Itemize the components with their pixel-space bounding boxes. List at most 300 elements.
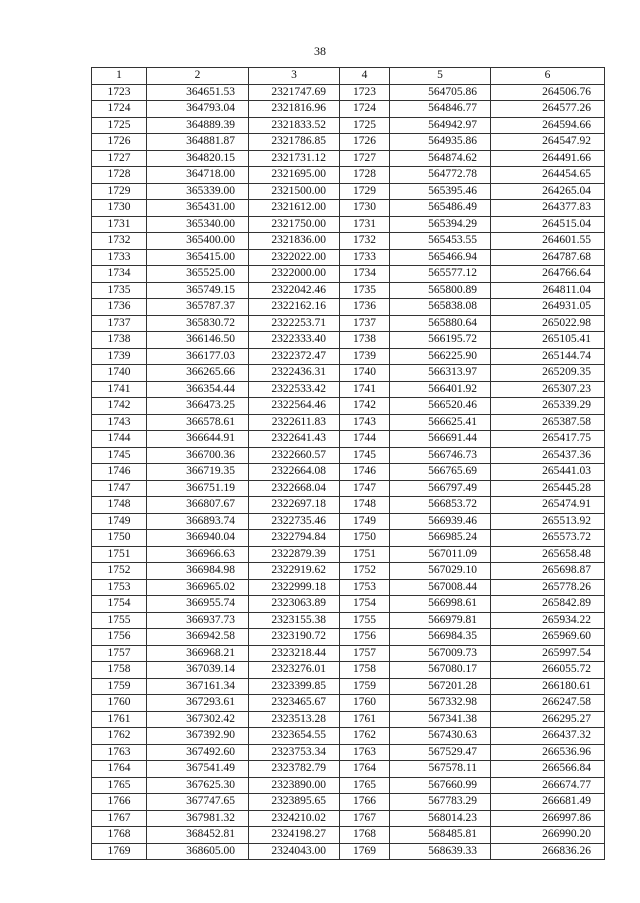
point-number-cell: 1743 <box>92 414 147 431</box>
table-row <box>92 117 605 134</box>
point-number-cell: 1754 <box>92 596 147 613</box>
table-row <box>92 101 605 118</box>
coordinate-y-cell: 2322253.71 <box>249 315 340 332</box>
table-row <box>92 530 605 547</box>
point-number-cell: 1752 <box>340 563 390 580</box>
coordinate-y-cell: 265698.87 <box>491 563 605 580</box>
point-number-cell: 1728 <box>340 167 390 184</box>
coordinate-x-cell: 367981.32 <box>147 810 249 827</box>
column-header: 1 <box>92 68 147 85</box>
point-number-cell: 1729 <box>340 183 390 200</box>
coordinate-y-cell: 265513.92 <box>491 513 605 530</box>
coordinate-y-cell: 2323465.67 <box>249 695 340 712</box>
coordinate-x-cell: 366700.36 <box>147 447 249 464</box>
table-row <box>92 711 605 728</box>
table-row <box>92 794 605 811</box>
point-number-cell: 1763 <box>92 744 147 761</box>
point-number-cell: 1744 <box>92 431 147 448</box>
coordinate-x-cell: 567201.28 <box>390 678 491 695</box>
table-row <box>92 629 605 646</box>
coordinate-y-cell: 2322794.84 <box>249 530 340 547</box>
coordinate-x-cell: 565466.94 <box>390 249 491 266</box>
table-row <box>92 299 605 316</box>
point-number-cell: 1723 <box>92 84 147 101</box>
coordinate-y-cell: 2323276.01 <box>249 662 340 679</box>
coordinate-y-cell: 264787.68 <box>491 249 605 266</box>
coordinate-y-cell: 2322533.42 <box>249 381 340 398</box>
coordinate-y-cell: 265437.36 <box>491 447 605 464</box>
table-row <box>92 315 605 332</box>
coordinate-x-cell: 565880.64 <box>390 315 491 332</box>
table-row <box>92 662 605 679</box>
coordinate-x-cell: 566985.24 <box>390 530 491 547</box>
point-number-cell: 1762 <box>92 728 147 745</box>
point-number-cell: 1731 <box>340 216 390 233</box>
coordinate-y-cell: 2322668.04 <box>249 480 340 497</box>
point-number-cell: 1761 <box>92 711 147 728</box>
point-number-cell: 1740 <box>340 365 390 382</box>
point-number-cell: 1769 <box>92 843 147 860</box>
table-row <box>92 744 605 761</box>
coordinate-x-cell: 366937.73 <box>147 612 249 629</box>
coordinate-x-cell: 364651.53 <box>147 84 249 101</box>
coordinate-x-cell: 566984.35 <box>390 629 491 646</box>
point-number-cell: 1740 <box>92 365 147 382</box>
table-row <box>92 431 605 448</box>
coordinate-y-cell: 265022.98 <box>491 315 605 332</box>
table-row <box>92 332 605 349</box>
point-number-cell: 1758 <box>92 662 147 679</box>
point-number-cell: 1729 <box>92 183 147 200</box>
coordinate-y-cell: 265441.03 <box>491 464 605 481</box>
coordinate-y-cell: 266247.58 <box>491 695 605 712</box>
coordinate-y-cell: 2322660.57 <box>249 447 340 464</box>
coordinate-y-cell: 266681.49 <box>491 794 605 811</box>
point-number-cell: 1756 <box>340 629 390 646</box>
coordinate-y-cell: 2324043.00 <box>249 843 340 860</box>
coordinate-x-cell: 566797.49 <box>390 480 491 497</box>
coordinate-y-cell: 266997.86 <box>491 810 605 827</box>
coordinate-y-cell: 265144.74 <box>491 348 605 365</box>
coordinate-y-cell: 2322333.40 <box>249 332 340 349</box>
table-row <box>92 777 605 794</box>
point-number-cell: 1762 <box>340 728 390 745</box>
point-number-cell: 1757 <box>92 645 147 662</box>
table-row <box>92 810 605 827</box>
coordinate-y-cell: 2321695.00 <box>249 167 340 184</box>
coordinate-y-cell: 2322162.16 <box>249 299 340 316</box>
point-number-cell: 1727 <box>340 150 390 167</box>
coordinate-x-cell: 367293.61 <box>147 695 249 712</box>
point-number-cell: 1725 <box>92 117 147 134</box>
coordinate-x-cell: 566195.72 <box>390 332 491 349</box>
point-number-cell: 1769 <box>340 843 390 860</box>
table-row <box>92 365 605 382</box>
coordinate-x-cell: 565453.55 <box>390 233 491 250</box>
point-number-cell: 1744 <box>340 431 390 448</box>
coordinate-x-cell: 566520.46 <box>390 398 491 415</box>
coordinate-x-cell: 367161.34 <box>147 678 249 695</box>
coordinate-y-cell: 264547.92 <box>491 134 605 151</box>
coordinate-y-cell: 265778.26 <box>491 579 605 596</box>
coordinate-x-cell: 365525.00 <box>147 266 249 283</box>
coordinate-y-cell: 2322664.08 <box>249 464 340 481</box>
point-number-cell: 1735 <box>340 282 390 299</box>
coordinate-x-cell: 366965.02 <box>147 579 249 596</box>
point-number-cell: 1764 <box>92 761 147 778</box>
coordinate-x-cell: 566746.73 <box>390 447 491 464</box>
coordinate-x-cell: 566765.69 <box>390 464 491 481</box>
coordinate-y-cell: 2321612.00 <box>249 200 340 217</box>
coordinate-y-cell: 264766.64 <box>491 266 605 283</box>
coordinate-y-cell: 2322641.43 <box>249 431 340 448</box>
coordinate-x-cell: 367392.90 <box>147 728 249 745</box>
coordinate-y-cell: 2323890.00 <box>249 777 340 794</box>
coordinate-y-cell: 2321750.00 <box>249 216 340 233</box>
coordinate-y-cell: 2324198.27 <box>249 827 340 844</box>
coordinate-y-cell: 2321816.96 <box>249 101 340 118</box>
coordinate-x-cell: 366146.50 <box>147 332 249 349</box>
coordinate-y-cell: 264377.83 <box>491 200 605 217</box>
coordinate-y-cell: 264265.04 <box>491 183 605 200</box>
coordinate-x-cell: 566313.97 <box>390 365 491 382</box>
point-number-cell: 1737 <box>340 315 390 332</box>
table-row <box>92 150 605 167</box>
coordinate-x-cell: 366354.44 <box>147 381 249 398</box>
coordinate-x-cell: 567783.29 <box>390 794 491 811</box>
point-number-cell: 1730 <box>92 200 147 217</box>
coordinate-y-cell: 2324210.02 <box>249 810 340 827</box>
coordinate-x-cell: 367541.49 <box>147 761 249 778</box>
coordinate-y-cell: 264594.66 <box>491 117 605 134</box>
coordinate-x-cell: 365431.00 <box>147 200 249 217</box>
point-number-cell: 1734 <box>340 266 390 283</box>
coordinate-x-cell: 365830.72 <box>147 315 249 332</box>
coordinate-x-cell: 566939.46 <box>390 513 491 530</box>
table-row <box>92 480 605 497</box>
header-row <box>92 68 605 85</box>
point-number-cell: 1765 <box>340 777 390 794</box>
point-number-cell: 1745 <box>340 447 390 464</box>
point-number-cell: 1763 <box>340 744 390 761</box>
coordinate-y-cell: 2323218.44 <box>249 645 340 662</box>
point-number-cell: 1751 <box>92 546 147 563</box>
table-row <box>92 579 605 596</box>
point-number-cell: 1755 <box>340 612 390 629</box>
coordinate-y-cell: 265969.60 <box>491 629 605 646</box>
point-number-cell: 1747 <box>340 480 390 497</box>
coordinate-y-cell: 265573.72 <box>491 530 605 547</box>
coordinate-x-cell: 567332.98 <box>390 695 491 712</box>
coordinate-y-cell: 2322436.31 <box>249 365 340 382</box>
coordinate-x-cell: 367492.60 <box>147 744 249 761</box>
coordinate-y-cell: 266437.32 <box>491 728 605 745</box>
coordinate-x-cell: 366955.74 <box>147 596 249 613</box>
coordinate-x-cell: 565800.89 <box>390 282 491 299</box>
coordinate-x-cell: 564942.97 <box>390 117 491 134</box>
point-number-cell: 1748 <box>340 497 390 514</box>
coordinate-y-cell: 2322879.39 <box>249 546 340 563</box>
coordinate-y-cell: 265105.41 <box>491 332 605 349</box>
point-number-cell: 1741 <box>92 381 147 398</box>
coordinate-x-cell: 566691.44 <box>390 431 491 448</box>
point-number-cell: 1732 <box>340 233 390 250</box>
coordinate-x-cell: 564874.62 <box>390 150 491 167</box>
point-number-cell: 1753 <box>92 579 147 596</box>
coordinate-y-cell: 2322372.47 <box>249 348 340 365</box>
coordinate-x-cell: 568485.81 <box>390 827 491 844</box>
coordinate-x-cell: 367625.30 <box>147 777 249 794</box>
coordinate-y-cell: 264577.26 <box>491 101 605 118</box>
coordinate-x-cell: 367302.42 <box>147 711 249 728</box>
table-row <box>92 513 605 530</box>
coordinate-x-cell: 364793.04 <box>147 101 249 118</box>
coordinate-y-cell: 266674.77 <box>491 777 605 794</box>
coordinate-x-cell: 366807.67 <box>147 497 249 514</box>
coordinate-y-cell: 2321833.52 <box>249 117 340 134</box>
coordinate-x-cell: 567011.09 <box>390 546 491 563</box>
coordinate-y-cell: 265474.91 <box>491 497 605 514</box>
point-number-cell: 1731 <box>92 216 147 233</box>
point-number-cell: 1723 <box>340 84 390 101</box>
coordinate-y-cell: 265997.54 <box>491 645 605 662</box>
point-number-cell: 1739 <box>92 348 147 365</box>
point-number-cell: 1750 <box>340 530 390 547</box>
coordinate-x-cell: 565394.29 <box>390 216 491 233</box>
coordinate-y-cell: 2322000.00 <box>249 266 340 283</box>
coordinate-y-cell: 266990.20 <box>491 827 605 844</box>
point-number-cell: 1725 <box>340 117 390 134</box>
point-number-cell: 1764 <box>340 761 390 778</box>
coordinate-x-cell: 567009.73 <box>390 645 491 662</box>
coordinate-y-cell: 2322022.00 <box>249 249 340 266</box>
point-number-cell: 1741 <box>340 381 390 398</box>
page-number: 38 <box>314 44 326 58</box>
table-row <box>92 414 605 431</box>
coordinate-y-cell: 266536.96 <box>491 744 605 761</box>
coordinate-y-cell: 265417.75 <box>491 431 605 448</box>
coordinate-y-cell: 2321500.00 <box>249 183 340 200</box>
coordinate-x-cell: 568014.23 <box>390 810 491 827</box>
point-number-cell: 1749 <box>92 513 147 530</box>
coordinate-y-cell: 265934.22 <box>491 612 605 629</box>
point-number-cell: 1768 <box>92 827 147 844</box>
point-number-cell: 1752 <box>92 563 147 580</box>
point-number-cell: 1767 <box>340 810 390 827</box>
coordinate-y-cell: 2321786.85 <box>249 134 340 151</box>
coordinate-x-cell: 365749.15 <box>147 282 249 299</box>
point-number-cell: 1730 <box>340 200 390 217</box>
coordinate-x-cell: 366644.91 <box>147 431 249 448</box>
table-body <box>92 84 605 860</box>
coordinate-y-cell: 2321836.00 <box>249 233 340 250</box>
table-row <box>92 612 605 629</box>
point-number-cell: 1728 <box>92 167 147 184</box>
coordinate-y-cell: 264601.55 <box>491 233 605 250</box>
point-number-cell: 1754 <box>340 596 390 613</box>
point-number-cell: 1733 <box>340 249 390 266</box>
point-number-cell: 1758 <box>340 662 390 679</box>
point-number-cell: 1753 <box>340 579 390 596</box>
coordinate-y-cell: 264454.65 <box>491 167 605 184</box>
coordinate-x-cell: 564772.78 <box>390 167 491 184</box>
coordinate-x-cell: 366966.63 <box>147 546 249 563</box>
point-number-cell: 1726 <box>340 134 390 151</box>
table-row <box>92 282 605 299</box>
point-number-cell: 1724 <box>340 101 390 118</box>
table-row <box>92 728 605 745</box>
coordinate-x-cell: 366719.35 <box>147 464 249 481</box>
table-row <box>92 447 605 464</box>
coordinate-x-cell: 566401.92 <box>390 381 491 398</box>
point-number-cell: 1755 <box>92 612 147 629</box>
column-header: 3 <box>249 68 340 85</box>
coordinate-x-cell: 568639.33 <box>390 843 491 860</box>
column-header: 6 <box>491 68 605 85</box>
coordinate-x-cell: 365787.37 <box>147 299 249 316</box>
table-row <box>92 695 605 712</box>
point-number-cell: 1737 <box>92 315 147 332</box>
coordinate-y-cell: 264811.04 <box>491 282 605 299</box>
coordinate-x-cell: 567341.38 <box>390 711 491 728</box>
table-row <box>92 134 605 151</box>
coordinate-x-cell: 567578.11 <box>390 761 491 778</box>
table-row <box>92 843 605 860</box>
coordinate-x-cell: 567029.10 <box>390 563 491 580</box>
point-number-cell: 1748 <box>92 497 147 514</box>
coordinate-y-cell: 265387.58 <box>491 414 605 431</box>
coordinate-y-cell: 264931.05 <box>491 299 605 316</box>
coordinate-y-cell: 266836.26 <box>491 843 605 860</box>
coordinate-y-cell: 2322564.46 <box>249 398 340 415</box>
table-row <box>92 266 605 283</box>
coordinate-x-cell: 565577.12 <box>390 266 491 283</box>
coordinate-y-cell: 265307.23 <box>491 381 605 398</box>
coordinate-x-cell: 566225.90 <box>390 348 491 365</box>
coordinate-y-cell: 2323895.65 <box>249 794 340 811</box>
point-number-cell: 1746 <box>340 464 390 481</box>
point-number-cell: 1761 <box>340 711 390 728</box>
table-row <box>92 546 605 563</box>
point-number-cell: 1766 <box>340 794 390 811</box>
coordinate-x-cell: 368452.81 <box>147 827 249 844</box>
coordinate-x-cell: 366265.66 <box>147 365 249 382</box>
coordinate-y-cell: 2323063.89 <box>249 596 340 613</box>
coordinate-x-cell: 366942.58 <box>147 629 249 646</box>
point-number-cell: 1760 <box>340 695 390 712</box>
coordinate-x-cell: 366893.74 <box>147 513 249 530</box>
coordinate-y-cell: 264515.04 <box>491 216 605 233</box>
coordinate-y-cell: 2322697.18 <box>249 497 340 514</box>
coordinate-y-cell: 264506.76 <box>491 84 605 101</box>
point-number-cell: 1738 <box>340 332 390 349</box>
table-row <box>92 563 605 580</box>
coordinate-y-cell: 2323513.28 <box>249 711 340 728</box>
point-number-cell: 1759 <box>340 678 390 695</box>
coordinate-y-cell: 2322042.46 <box>249 282 340 299</box>
point-number-cell: 1742 <box>92 398 147 415</box>
coordinate-x-cell: 365340.00 <box>147 216 249 233</box>
coordinate-x-cell: 367747.65 <box>147 794 249 811</box>
point-number-cell: 1757 <box>340 645 390 662</box>
table-row <box>92 381 605 398</box>
point-number-cell: 1750 <box>92 530 147 547</box>
point-number-cell: 1765 <box>92 777 147 794</box>
table-row <box>92 233 605 250</box>
column-header: 2 <box>147 68 249 85</box>
table-row <box>92 645 605 662</box>
coordinate-x-cell: 566979.81 <box>390 612 491 629</box>
table-row <box>92 249 605 266</box>
point-number-cell: 1735 <box>92 282 147 299</box>
coordinate-x-cell: 567430.63 <box>390 728 491 745</box>
coordinate-y-cell: 265445.28 <box>491 480 605 497</box>
coordinate-y-cell: 266055.72 <box>491 662 605 679</box>
coordinate-x-cell: 366940.04 <box>147 530 249 547</box>
table-row <box>92 596 605 613</box>
coordinate-x-cell: 566998.61 <box>390 596 491 613</box>
point-number-cell: 1738 <box>92 332 147 349</box>
coordinate-x-cell: 366751.19 <box>147 480 249 497</box>
table-row <box>92 348 605 365</box>
coordinate-x-cell: 567080.17 <box>390 662 491 679</box>
coordinate-x-cell: 366984.98 <box>147 563 249 580</box>
coordinate-y-cell: 2323190.72 <box>249 629 340 646</box>
coordinate-y-cell: 2323155.38 <box>249 612 340 629</box>
point-number-cell: 1727 <box>92 150 147 167</box>
coordinates-table <box>91 67 605 860</box>
coordinate-y-cell: 2322999.18 <box>249 579 340 596</box>
coordinate-y-cell: 2323399.85 <box>249 678 340 695</box>
coordinate-x-cell: 365400.00 <box>147 233 249 250</box>
point-number-cell: 1743 <box>340 414 390 431</box>
coordinate-x-cell: 564935.86 <box>390 134 491 151</box>
coordinate-x-cell: 565395.46 <box>390 183 491 200</box>
coordinate-y-cell: 2321747.69 <box>249 84 340 101</box>
table-row <box>92 216 605 233</box>
coordinate-y-cell: 265658.48 <box>491 546 605 563</box>
coordinate-y-cell: 266566.84 <box>491 761 605 778</box>
point-number-cell: 1726 <box>92 134 147 151</box>
coordinate-y-cell: 265209.35 <box>491 365 605 382</box>
coordinate-y-cell: 265842.89 <box>491 596 605 613</box>
point-number-cell: 1759 <box>92 678 147 695</box>
point-number-cell: 1733 <box>92 249 147 266</box>
coordinate-y-cell: 2323654.55 <box>249 728 340 745</box>
coordinate-y-cell: 2322919.62 <box>249 563 340 580</box>
point-number-cell: 1745 <box>92 447 147 464</box>
coordinate-x-cell: 564846.77 <box>390 101 491 118</box>
coordinate-x-cell: 364718.00 <box>147 167 249 184</box>
coordinate-x-cell: 364820.15 <box>147 150 249 167</box>
point-number-cell: 1736 <box>340 299 390 316</box>
coordinate-y-cell: 2322611.83 <box>249 414 340 431</box>
coordinate-x-cell: 565838.08 <box>390 299 491 316</box>
coordinate-x-cell: 367039.14 <box>147 662 249 679</box>
point-number-cell: 1724 <box>92 101 147 118</box>
coordinate-x-cell: 566625.41 <box>390 414 491 431</box>
point-number-cell: 1760 <box>92 695 147 712</box>
coordinate-x-cell: 564705.86 <box>390 84 491 101</box>
coordinate-y-cell: 2323753.34 <box>249 744 340 761</box>
table-row <box>92 678 605 695</box>
table-row <box>92 761 605 778</box>
point-number-cell: 1736 <box>92 299 147 316</box>
coordinate-x-cell: 364889.39 <box>147 117 249 134</box>
table-row <box>92 167 605 184</box>
point-number-cell: 1756 <box>92 629 147 646</box>
coordinate-x-cell: 366968.21 <box>147 645 249 662</box>
